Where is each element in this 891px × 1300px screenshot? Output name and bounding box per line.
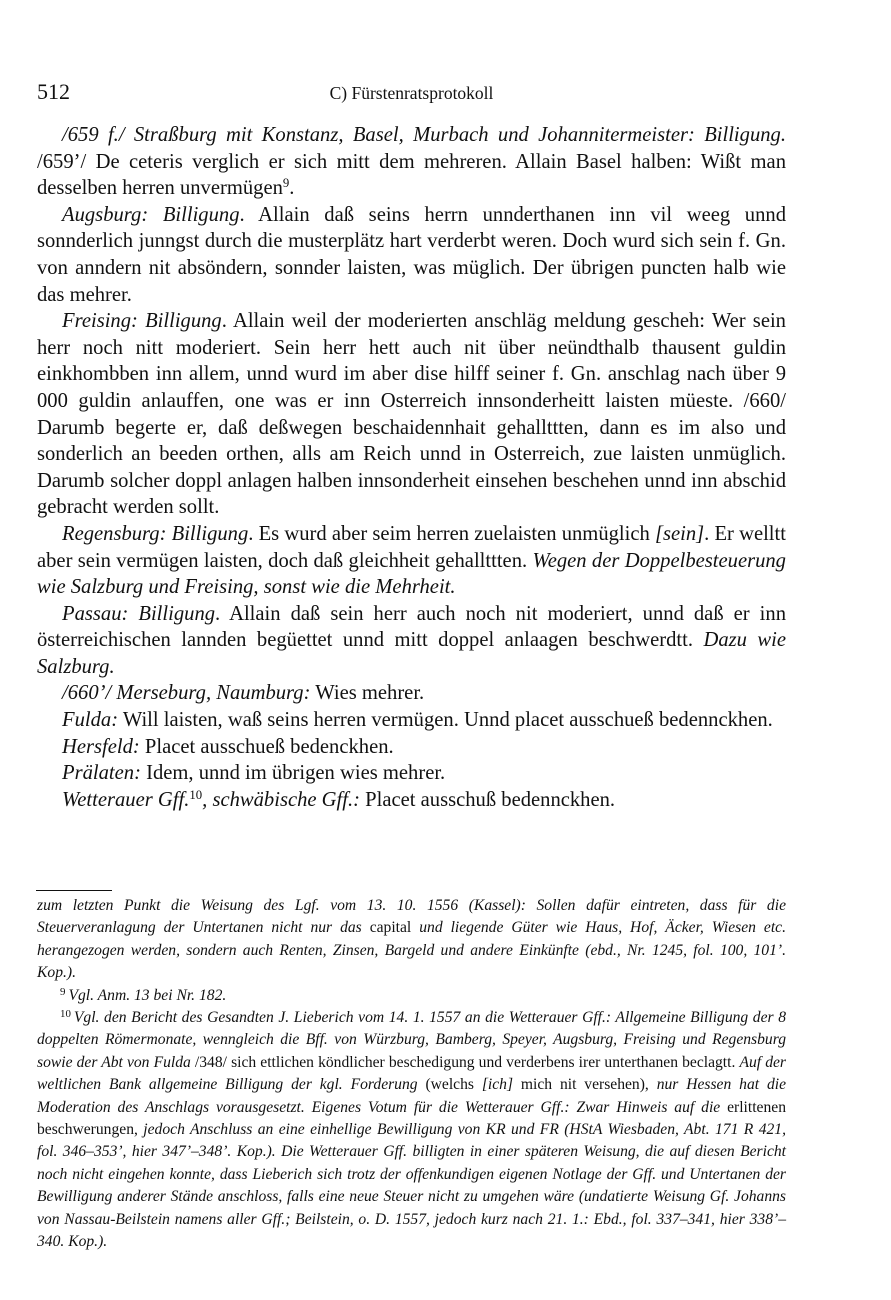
text-run: [sein] <box>654 522 705 545</box>
text-run: Augsburg: Billigung <box>62 203 240 226</box>
paragraph-fulda <box>37 707 786 734</box>
text-run: Wies mehrer. <box>310 682 425 705</box>
paragraph-merseburg-naumburg <box>37 680 786 707</box>
text-run: [ich] <box>481 1076 514 1094</box>
paragraph-regensburg <box>37 521 786 601</box>
footnotes <box>37 895 786 1254</box>
footnote-9 <box>37 985 786 1007</box>
paragraph-augsburg <box>37 202 786 308</box>
text-run: . Allain weil der moderierten anschläg meldung gescheh: Wer sein herr noch nitt moderiert. Sein herr hett auch nit über neündthalb thausent guldin einkhombben inn allem, unnd wurd im aber dise hilff seiner f. Gn. anschlag nach über 9 000 guldin anlauffen, one was er inn Osterreich innsonderheitt laisten müeste. /660/ Darumb begerte er, daß deßwegen beschaidennhait gehallttten, dann es im also und sonderlich an beeden orthen, alls am Reich unnd in Osterreich, zue laisten unmüglich. Darumb solcher doppl anlagen halben innsonderheit einsehen beschehen unnd inn abschid gebracht werden sollt. <box>37 310 786 519</box>
footnote-continued <box>37 895 786 985</box>
page-header <box>37 78 786 108</box>
text-run: Auf der weltlichen Bank allgemeine Billigung der kgl. Forderung <box>37 1053 786 1094</box>
text-run: Freising: Billigung <box>62 310 222 333</box>
main-text <box>37 122 786 813</box>
text-run: zum letzten Punkt die Weisung des Lgf. vom 13. 10. 1556 (Kassel): Sollen dafür eintreten, dass für die Steuerveranlagung der Untertanen nicht nur das <box>37 897 786 937</box>
text-run: . Allain daß seins herrn unnderthanen inn vil weeg unnd sonnderlich junngst durch die musterplätz hart verderbt weren. Doch wurd sich sein f. Gn. von anndern nit absöndern, sonnder laisten, was müglich. Der übrigen puncten halb wie das mehrer. <box>37 203 786 306</box>
text-run: /660’/ Merseburg, Naumburg: <box>62 682 311 705</box>
footnote-number: 9 <box>60 985 66 998</box>
text-run: erlittenen beschwerungen, <box>37 1098 786 1139</box>
text-run: Prälaten: <box>62 762 141 785</box>
text-run: Vgl. Anm. 13 bei Nr. 182. <box>68 986 227 1004</box>
text-run: jedoch Anschluss an eine einhellige Bewilligung von KR und FR (HStA Wiesbaden, Abt. 171 R 421, fol. 346–353’, hier 347’–348’. Kop.). Die Wetterauer Gff. billigten in einer späteren Weisung, die auf diesen Bericht noch nicht eingehen konnte, dass Lieberich sich trotz der offenkundigen eigenen Notlage der Gff. und Untertanen der Bewilligung anderer Stände anschloss, falls eine neue Steuer nicht zu umgehen wäre (undatierte Weisung Gf. Johanns von Nassau-Beilstein namens aller Gff.; Beilstein, o. D. 1557, jedoch kurz nach 21. 1.: Ebd., fol. 337–341, hier 338’–340. Kop.). <box>37 1121 786 1251</box>
text-run: . Er welltt aber sein vermügen laisten, doch daß gleichheit gehallttten. <box>37 522 786 572</box>
text-run: , schwäbische Gff.: <box>202 788 361 811</box>
paragraph-freising <box>37 308 786 521</box>
paragraph-praelaten <box>37 760 786 787</box>
text-run: Passau: Billigung <box>62 602 216 625</box>
text-run: Regensburg: Billigung <box>62 522 249 545</box>
footnote-reference: 10 <box>189 787 203 802</box>
text-run: mich nit versehen), <box>513 1076 657 1094</box>
text-run: /348/ sich ettlichen köndlicher beschedigung und verderbens irer unterthanen beclagtt. <box>194 1053 740 1071</box>
paragraph-grafen <box>37 787 786 814</box>
text-run: (welchs <box>417 1076 482 1094</box>
text-run: . <box>289 177 295 200</box>
paragraph-strassburg <box>37 122 786 202</box>
footnote-divider <box>36 890 112 891</box>
text-run: Idem, unnd im übrigen wies mehrer. <box>140 762 446 785</box>
footnote-10 <box>37 1007 786 1253</box>
text-run: . Allain daß sein herr auch noch nit moderiert, unnd daß er inn österreichischen lannden begüettet unnd mitt doppel anlaagen beschwerdtt. <box>37 602 786 652</box>
text-run: Placet ausschuß bedennckhen. <box>360 788 616 811</box>
text-run: nur Hessen hat die Moderation des Anschlags vorausgesetzt. Eigenes Votum für die Wetterauer Gff.: Zwar Hinweis auf die <box>37 1076 786 1116</box>
paragraph-passau <box>37 601 786 681</box>
text-run: Wetterauer Gff. <box>62 788 190 811</box>
text-run: Vgl. den Bericht des Gesandten J. Lieberich vom 14. 1. 1557 an die Wetterauer Gff.: Allgemeine Billigung der 8 doppelten Römermonate, wenngleich die Bff. von Würzburg, Bamberg, Speyer, Augsburg, Freising und Regensburg sowie der Abt von Fulda <box>37 1009 786 1071</box>
text-run: Hersfeld: <box>62 735 140 758</box>
text-run: Dazu wie Salzburg. <box>37 629 786 678</box>
text-run: Wegen der Doppelbesteuerung wie Salzburg und Freising, sonst wie die Mehrheit. <box>37 549 786 599</box>
text-run: Fulda: <box>62 709 119 732</box>
text-run: capital <box>369 919 412 937</box>
footnote-number: 10 <box>60 1008 71 1021</box>
text-run: /659’/ De ceteris verglich er sich mitt dem mehreren. Allain Basel halben: Wißt man desselben herren unvermügen <box>37 150 786 200</box>
text-run: . Es wurd aber seim herren zuelaisten unmüglich <box>248 522 655 545</box>
page-number: 512 <box>37 79 70 104</box>
footnote-reference: 9 <box>282 176 290 191</box>
paragraph-hersfeld <box>37 734 786 761</box>
running-title: C) Fürstenratsprotokoll <box>329 83 494 103</box>
text-run: und liegende Güter wie Haus, Hof, Äcker, Wiesen etc. herangezogen werden, sondern auch Renten, Zinsen, Bargeld und andere Einkünfte (ebd., Nr. 1245, fol. 100, 101’. Kop.). <box>37 919 786 982</box>
text-run: Placet ausschueß bedenckhen. <box>139 735 394 758</box>
text-run: /659 f./ Straßburg mit Konstanz, Basel, Murbach und Johannitermeister: Billigung. <box>62 124 786 146</box>
text-run: Will laisten, waß seins herren vermügen. Unnd placet ausschueß bedennckhen. <box>118 709 773 732</box>
